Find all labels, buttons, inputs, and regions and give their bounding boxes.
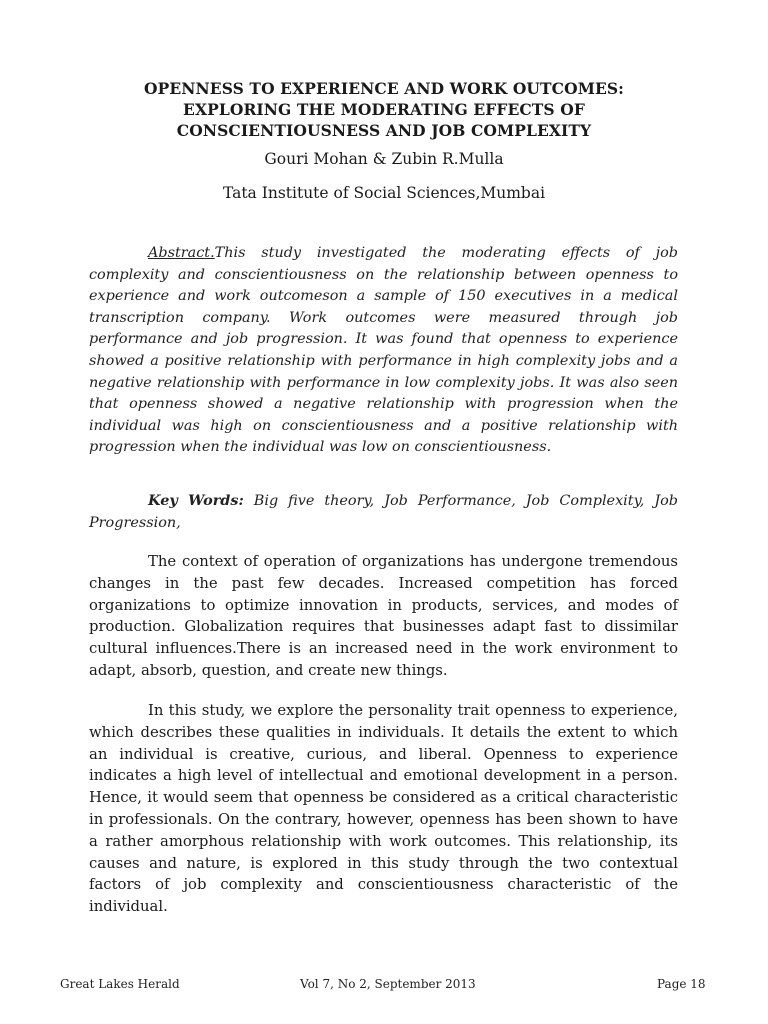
title-line-3: CONSCIENTIOUSNESS AND JOB COMPLEXITY: [176, 121, 592, 140]
authors: Gouri Mohan & Zubin R.Mulla: [264, 150, 504, 168]
title-line-1: OPENNESS TO EXPERIENCE AND WORK OUTCOMES:: [143, 79, 625, 98]
title-line-2: EXPLORING THE MODERATING EFFECTS OF: [183, 100, 585, 119]
keywords-text: Big five theory, Job Performance, Job Complexity, Job Progression,: [89, 493, 678, 531]
body-paragraph-1: The context of operation of organizations has undergone tremendous changes in the past few decades. Increased competition has forced organizations to optimize innovation in products, services, and modes of production. Globalization requires that businesses adapt fast to dissimilar cultural influences.There is an increased need in the work environment to adapt, absorb, question, and create new things.: [89, 553, 678, 679]
footer-page-number: Page 18: [657, 977, 706, 991]
body-paragraph-2: In this study, we explore the personality trait openness to experience, which describes these qualities in individuals. It details the extent to which an individual is creative, curious, and liberal. Openness to experience indicates a high level of intellectual and emotional development in a person. Hence, it would seem that openness be considered as a critical characteristic in professionals. On the contrary, however, openness has been shown to have a rather amorphous relationship with work outcomes. This relationship, its causes and nature, is explored in this study through the two contextual factors of job complexity and conscientiousness characteristic of the individual.: [89, 702, 678, 916]
abstract-text: This study investigated the moderating effects of job complexity and conscientiousness on the relationship between openness to experience and work outcomeson a sample of 150 executives in a medical transcription company. Work outcomes were measured through job performance and job progression. It was found that openness to experience showed a positive relationship with performance in high complexity jobs and a negative relationship with performance in low complexity jobs. It was also seen that openness showed a negative relationship with progression when the individual was high on conscientiousness and a positive relationship with progression when the individual was low on conscientiousness.: [89, 245, 678, 456]
keywords: [89, 490, 678, 534]
abstract-label: Abstract.: [148, 245, 215, 261]
abstract: [89, 243, 678, 459]
affiliation: Tata Institute of Social Sciences,Mumbai: [222, 184, 546, 202]
keywords-label: Key Words:: [148, 492, 244, 509]
footer-issue: Vol 7, No 2, September 2013: [300, 977, 476, 991]
footer-journal: Great Lakes Herald: [60, 977, 180, 991]
paper-title: [60, 78, 708, 141]
